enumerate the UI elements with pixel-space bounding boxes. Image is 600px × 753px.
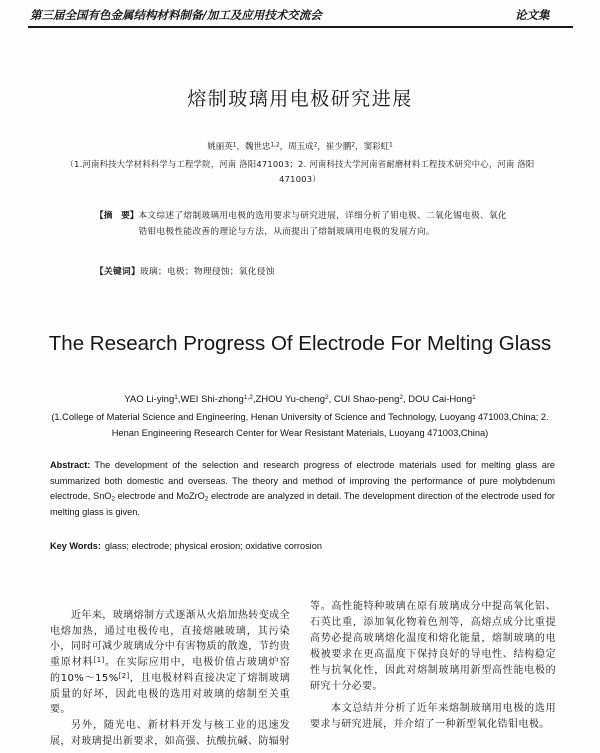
subscript: 2 <box>111 495 115 503</box>
author-name: YAO Li-ying <box>124 394 175 405</box>
body-paragraph: 本文总结并分析了近年来熔制玻璃用电极的选用要求与研究进展，并介绍了一种新型氧化锆钼电极。 <box>310 703 556 730</box>
abstract-text: electrode and MoZrO <box>114 491 205 502</box>
english-author-list <box>0 393 600 406</box>
abstract-text: electrode are analyzed in detail. The development direction of the electrode used for melting glass is given. <box>50 491 555 518</box>
author-separator: , <box>252 394 256 405</box>
chinese-keywords <box>95 264 275 280</box>
author-name: 姚丽英 <box>207 142 233 152</box>
english-affiliation: (1.College of Material Science and Engineering, Henan University of Science and Technology, Luoyang 471003,China; 2. Henan Engineering Research Center for Wear Resistant Materials, Luoyang 471003,China) <box>51 412 549 438</box>
chinese-keywords-label: 【关键词】 <box>95 267 140 277</box>
author-separator: ， <box>236 142 245 152</box>
english-keywords-text: glass; electrode; physical erosion; oxidative corrosion <box>104 541 322 551</box>
english-keywords <box>50 539 322 553</box>
author-name: 周玉成 <box>288 142 314 152</box>
body-text: ，且电极材料直接决定了熔制玻璃质量的好坏，因此电极的选用对玻璃的熔制至关重要。 <box>50 672 290 716</box>
chinese-abstract-text: 本文综述了熔制玻璃用电极的选用要求与研究进展，详细分析了钼电极、二氧化锡电极、氧化锆钼电极性能改善的理论与方法，从而提出了熔制玻璃用电极的发展方向。 <box>138 211 507 237</box>
affiliation-mark: 2 <box>399 394 403 402</box>
citation-mark: [1] <box>93 656 105 665</box>
affiliation-mark: 1 <box>472 394 476 402</box>
english-abstract-label: Abstract: <box>50 460 91 470</box>
author-name: DOU Cai-Hong <box>408 394 473 405</box>
chinese-author-list <box>0 141 600 153</box>
affiliation-mark: 2 <box>313 142 318 149</box>
chinese-affiliation: （1.河南科技大学材料科学与工程学院，河南 洛阳471003；2. 河南科技大学河南省耐磨材料工程技术研究中心，河南 洛阳 471003） <box>65 159 535 184</box>
author-name: ZHOU Yu-cheng <box>255 394 326 405</box>
affiliation-mark: 1,2 <box>243 394 253 402</box>
author-name: CUI Shao-peng <box>333 394 400 405</box>
conference-header: 第三届全国有色金属结构材料制备/加工及应用技术交流会 <box>30 8 322 22</box>
author-separator: ， <box>317 142 326 152</box>
affiliation-mark: 1 <box>389 142 393 149</box>
affiliation-mark: 2 <box>351 142 356 149</box>
header-rule <box>28 26 573 28</box>
author-name: 魏世忠 <box>244 142 271 152</box>
author-separator: , <box>328 394 334 405</box>
english-abstract <box>50 458 555 521</box>
author-name: 崔少鹏 <box>325 142 352 152</box>
author-separator: , <box>402 394 409 405</box>
section-label: 论文集 <box>515 8 550 22</box>
body-paragraph <box>50 608 290 718</box>
body-text: 。在实际应用中，电极价值占玻璃炉窑的10%～15% <box>50 657 290 684</box>
affiliation-mark: 2 <box>325 394 329 402</box>
chinese-keywords-text: 玻璃；电极；物理侵蚀；氧化侵蚀 <box>139 267 275 277</box>
affiliation-mark: 1 <box>174 394 178 402</box>
author-separator: ， <box>279 142 289 152</box>
body-paragraph: 另外，随光电、新材料开发与核工业的迅速发展，对玻璃提出新要求，如高强、抗酸抗碱、防辐射 <box>50 719 290 747</box>
affiliation-mark: 1 <box>232 142 237 149</box>
body-paragraph: 等。高性能特种玻璃在原有玻璃成分中提高氧化铝、石英比重，添加氧化物着色剂等，高熔点成分比重提高势必提高玻璃熔化温度和熔化能量，熔制玻璃的电极被要求在更高温度下保持良好的导电性、结构稳定性与抗氧化性，因此对熔制玻璃用新型高性能电极的研究十分必要。 <box>310 601 556 692</box>
english-title: The Research Progress Of Electrode For Melting Glass <box>48 332 552 355</box>
author-separator: ， <box>355 142 364 152</box>
english-keywords-label: Key Words: <box>50 541 101 551</box>
author-name: WEI Shi-zhong <box>180 394 244 405</box>
affiliation-mark: 1,2 <box>270 142 280 149</box>
body-right-column <box>310 599 556 749</box>
chinese-abstract-label: 【摘 要】 <box>95 211 139 221</box>
chinese-abstract <box>95 208 513 240</box>
citation-mark: [2] <box>118 671 130 680</box>
abstract-text: The development of the selection and research progress of electrode materials used for melting glass are summarized both domestic and overseas. The theory and method of improving the performance of pure molybdenum electrode, SnO <box>50 460 555 502</box>
body-left-column <box>50 608 290 752</box>
author-separator: , <box>177 394 181 405</box>
chinese-title: 熔制玻璃用电极研究进展 <box>187 88 413 110</box>
body-text: 近年来，玻璃熔制方式逐渐从火焰加热转变成全电熔加热，通过电极传电，直接熔融玻璃，其污染小，同时可减少玻璃成分中有害物质的散逸，节约贵重原材料 <box>50 610 290 669</box>
subscript: 2 <box>204 495 209 503</box>
author-name: 窦彩虹 <box>363 142 390 152</box>
